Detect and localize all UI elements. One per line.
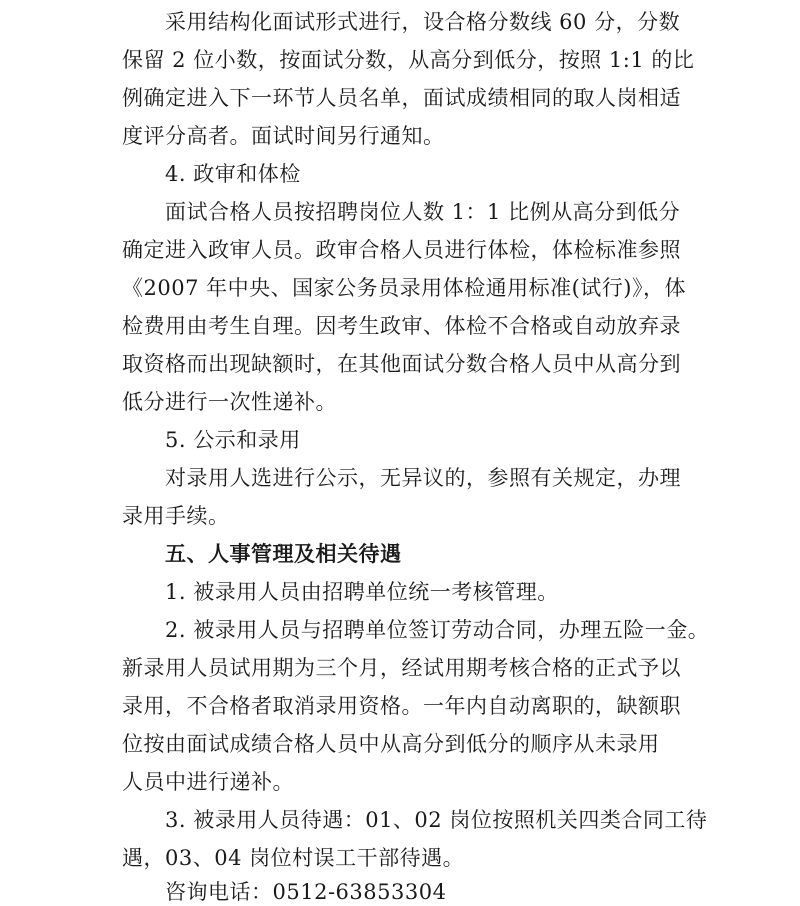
chapter-heading: 五、人事管理及相关待遇 bbox=[165, 542, 402, 566]
section-heading: 4. 政审和体检 bbox=[165, 162, 301, 186]
paragraph-line: 取资格而出现缺额时，在其他面试分数合格人员中从高分到 bbox=[122, 352, 681, 376]
section-heading: 5. 公示和录用 bbox=[165, 428, 301, 452]
paragraph-line: 保留 2 位小数，按面试分数，从高分到低分，按照 1:1 的比 bbox=[122, 48, 695, 72]
paragraph-line: 录用，不合格者取消录用资格。一年内自动离职的，缺额职 bbox=[122, 694, 681, 718]
paragraph-line: 例确定进入下一环节人员名单，面试成绩相同的取人岗相适 bbox=[122, 86, 681, 110]
contact-phone: 咨询电话：0512-63853304 bbox=[165, 880, 447, 904]
paragraph-line: 确定进入政审人员。政审合格人员进行体检，体检标准参照 bbox=[122, 238, 681, 262]
paragraph-line: 对录用人选进行公示，无异议的，参照有关规定，办理 bbox=[165, 466, 681, 490]
paragraph-line: 面试合格人员按招聘岗位人数 1：1 比例从高分到低分 bbox=[165, 200, 681, 224]
paragraph-line: 检费用由考生自理。因考生政审、体检不合格或自动放弃录 bbox=[122, 314, 681, 338]
paragraph-line: 《2007 年中央、国家公务员录用体检通用标准(试行)》，体 bbox=[122, 276, 687, 300]
paragraph-line: 3. 被录用人员待遇：01、02 岗位按照机关四类合同工待 bbox=[165, 808, 708, 832]
paragraph-line: 1. 被录用人员由招聘单位统一考核管理。 bbox=[165, 580, 559, 604]
paragraph-line: 新录用人员试用期为三个月，经试用期考核合格的正式予以 bbox=[122, 656, 681, 680]
paragraph-line: 度评分高者。面试时间另行通知。 bbox=[122, 124, 445, 148]
paragraph-line: 位按由面试成绩合格人员中从高分到低分的顺序从未录用 bbox=[122, 732, 660, 756]
paragraph-line: 低分进行一次性递补。 bbox=[122, 390, 337, 414]
paragraph-line: 采用结构化面试形式进行，设合格分数线 60 分，分数 bbox=[165, 10, 681, 34]
paragraph-line: 录用手续。 bbox=[122, 504, 230, 528]
paragraph-line: 遇，03、04 岗位村误工干部待遇。 bbox=[122, 846, 465, 870]
paragraph-line: 2. 被录用人员与招聘单位签订劳动合同，办理五险一金。 bbox=[165, 618, 710, 642]
paragraph-line: 人员中进行递补。 bbox=[122, 770, 294, 794]
